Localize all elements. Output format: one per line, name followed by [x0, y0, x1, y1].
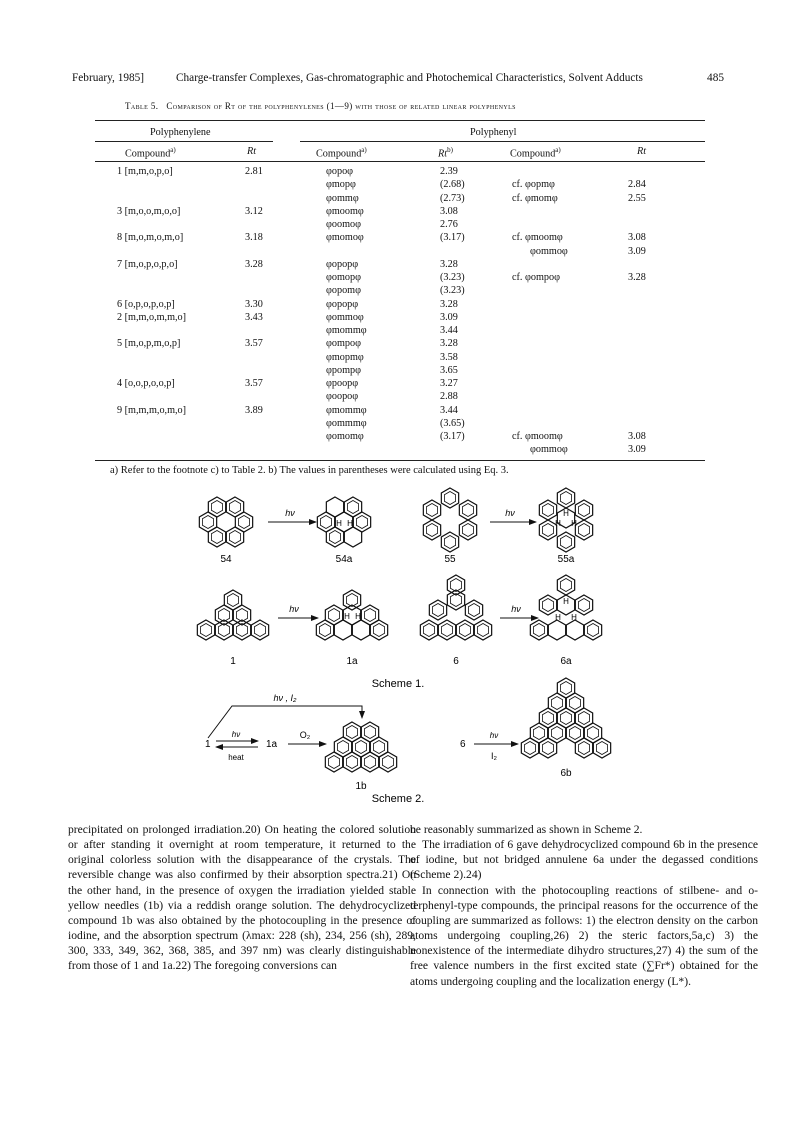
cell-compound-2: φompoφ: [326, 338, 361, 350]
right-column: [410, 822, 758, 989]
paragraph: The irradiation of 6 gave dehydrocyclized compound 6b in the presence of iodine, but not bridged annulene 6a under the degassed conditions (Scheme 2).24): [410, 838, 758, 882]
cell-rt-1: 3.12: [245, 205, 263, 217]
cell-rt-2: (3.65): [440, 417, 465, 429]
molecule-1: [197, 590, 268, 640]
cell-rt-3: 3.28: [628, 272, 646, 283]
label-6a: 6a: [560, 656, 572, 667]
cell-rt-3: 3.08: [628, 431, 646, 442]
cell-rt-2: 3.65: [440, 364, 458, 376]
cell-compound-3: φommoφ: [530, 245, 568, 257]
cell-rt-2: (3.23): [440, 272, 465, 283]
molecule-1b: [325, 722, 396, 772]
cell-rt-3: 2.55: [628, 192, 646, 204]
h-label: H: [571, 613, 577, 622]
cell-compound-2: φoomoφ: [326, 219, 361, 230]
scheme2-top-reagent: hν , I₂: [273, 693, 297, 703]
cell-compound-2: φmommφ: [326, 404, 367, 416]
h-label: H: [344, 612, 350, 621]
cell-rt-2: 2.76: [440, 219, 458, 230]
table-title: Comparison of Rt of the polyphenylenes (1—9) with those of related linear polyphenyls: [166, 101, 516, 111]
h-label: H: [555, 613, 561, 622]
col-header-compound-1: Compound$^{a)}$: [125, 146, 176, 160]
cell-rt-1: 3.43: [245, 311, 263, 323]
cell-compound-1: 3 [m,o,o,m,o,o]: [117, 205, 181, 217]
molecule-54: [199, 497, 252, 547]
cell-compound-1: 7 [m,o,p,o,p,o]: [117, 258, 178, 270]
paragraph: be reasonably summarized as shown in Scheme 2.: [410, 823, 643, 836]
cell-rt-2: 3.28: [440, 258, 458, 270]
cell-compound-2: φommoφ: [326, 311, 364, 323]
group-header-polyphenylene: Polyphenylene: [150, 127, 211, 138]
cell-rt-2: 2.88: [440, 391, 458, 403]
table-bottom-rule: [95, 460, 705, 461]
cell-rt-2: 2.39: [440, 166, 458, 177]
cell-rt-3: 3.09: [628, 444, 646, 456]
cell-compound-1: 5 [m,o,p,m,o,p]: [117, 338, 181, 350]
table-top-rule: [95, 120, 705, 121]
cell-rt-3: 3.09: [628, 245, 646, 257]
scheme2-label-6: 6: [460, 739, 466, 750]
cell-compound-1: 9 [m,m,m,o,m,o]: [117, 404, 187, 416]
label-54a: 54a: [335, 554, 353, 565]
cell-compound-2: φopopφ: [326, 298, 359, 310]
h-label: H: [555, 519, 561, 528]
cell-compound-2: φmoomφ: [326, 205, 364, 217]
cell-compound-1: 2 [m,m,o,m,m,o]: [117, 311, 187, 323]
molecule-55: [423, 488, 476, 552]
cell-rt-2: (3.23): [440, 285, 465, 297]
label-6: 6: [453, 656, 459, 667]
h-label: H: [571, 519, 577, 528]
paragraph: In connection with the photocoupling reactions of stilbene- and o-terphenyl-type compounds, the principal reasons for the occurrence of the coupling are summarized as follows: 1) the electron density on the carbon atoms undergoing coupling,26) 2) the steric factors,5a,c) 3) the nonexistence of the intermediate dihydro structures,27) 4) the sum of the free valence numbers in the first excited state (∑Fr*) obtained for the atoms undergoing coupling and the localization energy (L*).: [410, 883, 758, 988]
table-footnote: a) Refer to the footnote c) to Table 2. b) The values in parentheses were calculated using Eq. 3.: [110, 465, 509, 476]
molecule-6: [420, 575, 491, 640]
cell-compound-3: cf. φmoomφ: [512, 232, 563, 244]
cell-rt-2: (3.17): [440, 431, 465, 442]
col-header-rt-1: Rt: [247, 146, 257, 157]
paragraph: precipitated on prolonged irradiation.20) On heating the colored solution or after standing it overnight at room temperature, it returned to the original colorless solution with the disappearance of the crystals. The reversible change was also confirmed by their absorption spectra.21) On the other hand, in the presence of oxygen the irradiation yielded stable yellow needles (1b) via a reddish orange solution. The dehydrocyclized compound 1b was also obtained by the photocoupling in the presence of iodine, and the absorption spectrum (λmax: 228 (sh), 234, 256 (sh), 289, 300, 333, 349, 362, 368, 385, and 397 nm) was clearly distinguishable from those of 1 and 1a.22) The foregoing conversions can: [68, 823, 416, 973]
molecule-6b: [521, 678, 610, 758]
cell-compound-2: φoopoφ: [326, 391, 359, 403]
h-label: H: [563, 597, 569, 606]
cell-compound-2: φpompφ: [326, 364, 361, 376]
cell-rt-1: 3.30: [245, 298, 263, 310]
group-rule-right: [300, 141, 705, 142]
scheme2-label-1: 1: [205, 739, 211, 750]
h-label: H: [347, 519, 353, 528]
scheme2-label-1a: 1a: [266, 739, 278, 750]
scheme2-i2: I₂: [491, 751, 497, 761]
scheme2-caption: Scheme 2.: [371, 793, 425, 805]
header-bottom-rule: [95, 161, 705, 162]
page-number: 485: [707, 72, 724, 84]
table-label: Table 5.: [125, 101, 159, 111]
group-rule-left: [95, 141, 273, 142]
cell-rt-1: 3.28: [245, 258, 263, 270]
cell-rt-2: 3.44: [440, 325, 458, 336]
cell-compound-1: 4 [o,o,p,o,o,p]: [117, 378, 175, 389]
h-label: H: [563, 509, 569, 518]
cell-rt-2: 3.08: [440, 205, 458, 217]
scheme2-hv-2: hν: [489, 731, 499, 740]
cell-rt-2: (3.17): [440, 232, 465, 244]
cell-compound-2: φpoopφ: [326, 378, 359, 389]
cell-rt-2: 3.27: [440, 378, 458, 389]
cell-rt-1: 3.57: [245, 378, 263, 389]
scheme2-label-6b: 6b: [560, 768, 572, 779]
cell-compound-3: cf. φmoomφ: [512, 431, 563, 442]
hv-label-1: hν: [285, 508, 295, 518]
scheme2-label-1b: 1b: [355, 781, 367, 792]
left-column: [68, 822, 416, 974]
cell-rt-1: 2.81: [245, 166, 263, 177]
molecule-1a: [316, 590, 387, 640]
cell-rt-2: (2.73): [440, 192, 465, 204]
cell-compound-3: cf. φmomφ: [512, 192, 558, 204]
cell-rt-1: 3.89: [245, 404, 263, 416]
col-header-rt-2: Rt$^{b)}$: [438, 146, 453, 160]
hv-label-3: hν: [289, 604, 299, 614]
cell-compound-2: φopomφ: [326, 285, 361, 297]
label-1a: 1a: [346, 656, 358, 667]
header-date: February, 1985]: [72, 72, 145, 84]
cell-rt-2: (2.68): [440, 179, 465, 191]
scheme2-hv: hν: [231, 730, 241, 739]
cell-rt-1: 3.57: [245, 338, 263, 350]
scheme2: [205, 678, 611, 792]
cell-compound-2: φopoφ: [326, 166, 354, 177]
cell-compound-3: cf. φopmφ: [512, 179, 555, 191]
cell-compound-2: φmommφ: [326, 325, 367, 336]
cell-compound-2: φmopφ: [326, 179, 356, 191]
cell-compound-1: 8 [m,o,m,o,m,o]: [117, 232, 184, 244]
group-header-polyphenyl: Polyphenyl: [470, 127, 517, 138]
h-label: H: [336, 519, 342, 528]
scheme2-heat: heat: [228, 753, 244, 762]
header-title: Charge-transfer Complexes, Gas-chromatographic and Photochemical Characteristics, Solvent Adducts: [176, 72, 643, 84]
cell-rt-2: 3.44: [440, 404, 458, 416]
col-header-compound-2: Compound$^{a)}$: [316, 146, 367, 160]
table-caption: [125, 101, 516, 111]
cell-compound-1: 1 [m,m,o,p,o]: [117, 166, 173, 177]
cell-compound-2: φommφ: [326, 192, 359, 204]
cell-compound-2: φmomoφ: [326, 232, 364, 244]
label-55a: 55a: [557, 554, 575, 565]
label-54: 54: [220, 554, 232, 565]
scheme1-caption: Scheme 1.: [371, 678, 425, 690]
hv-label-4: hν: [511, 604, 521, 614]
cell-compound-2: φomomφ: [326, 431, 364, 442]
cell-compound-2: φomopφ: [326, 272, 361, 283]
label-55: 55: [444, 554, 456, 565]
molecule-54a: [317, 497, 370, 547]
scheme2-o2: O₂: [299, 730, 311, 740]
schemes-figure: [0, 480, 793, 810]
cell-compound-1: 6 [o,p,o,p,o,p]: [117, 298, 175, 310]
cell-compound-2: φmopmφ: [326, 351, 364, 363]
cell-compound-3: cf. φompoφ: [512, 272, 560, 283]
hv-label-2: hν: [505, 508, 515, 518]
molecule-55a: [539, 488, 592, 552]
label-1: 1: [230, 656, 236, 667]
molecule-6a: [530, 575, 601, 640]
cell-rt-2: 3.28: [440, 338, 458, 350]
cell-rt-2: 3.28: [440, 298, 458, 310]
cell-compound-3: φommoφ: [530, 444, 568, 456]
cell-compound-2: φommmφ: [326, 417, 367, 429]
cell-rt-1: 3.18: [245, 232, 263, 244]
cell-rt-2: 3.09: [440, 311, 458, 323]
cell-compound-2: φopopφ: [326, 258, 359, 270]
col-header-rt-3: Rt: [637, 146, 647, 157]
col-header-compound-3: Compound$^{a)}$: [510, 146, 561, 160]
cell-rt-2: 3.58: [440, 351, 458, 363]
cell-rt-3: 2.84: [628, 179, 646, 191]
h-label: H: [355, 612, 361, 621]
cell-rt-3: 3.08: [628, 232, 646, 244]
